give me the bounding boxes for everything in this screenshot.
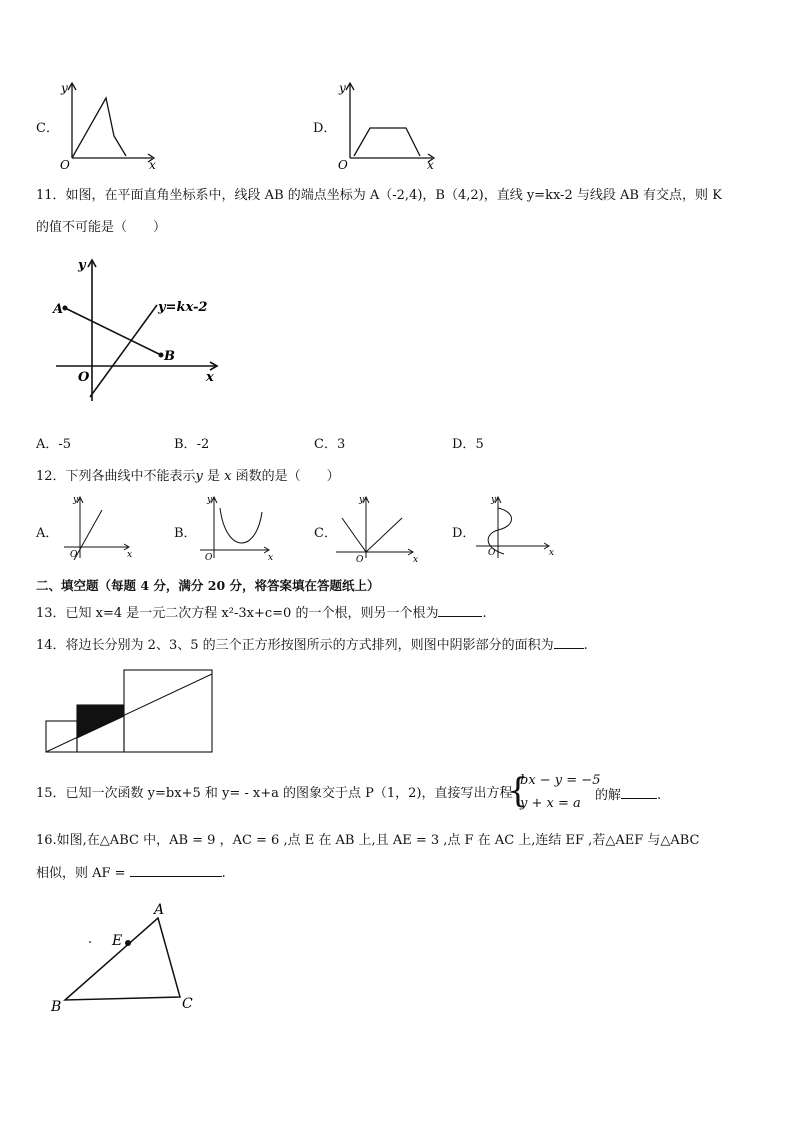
svg-text:y: y (73, 495, 79, 505)
label-a: A (154, 902, 165, 918)
triangle-abc (65, 918, 180, 1000)
y-axis-label: y (61, 81, 68, 95)
q13-answer-blank (438, 604, 482, 617)
option-value: 5 (475, 437, 484, 452)
svg-text:x: x (127, 550, 133, 560)
q10-option-d-graph (336, 78, 446, 173)
label-x: x (206, 370, 214, 385)
svg-text:O: O (356, 555, 364, 565)
option-letter: C． (314, 437, 337, 452)
label-b: B (51, 999, 62, 1015)
x-axis-label: x (427, 158, 434, 172)
svg-text:O: O (70, 550, 78, 560)
q12-option-b-label: B． (174, 526, 197, 541)
square-side-5 (124, 670, 212, 752)
graph-abs (342, 518, 402, 552)
y-axis-label: y (339, 81, 346, 95)
q16-period: . (221, 866, 226, 881)
svg-text:y: y (359, 495, 365, 505)
q12-option-a-label: A． (36, 526, 59, 541)
square-side-2 (46, 721, 77, 752)
q10-option-c-label: C． (36, 121, 59, 136)
q12-option-c-graph (334, 494, 424, 565)
q16-answer-blank (130, 864, 222, 877)
label-a: A (53, 302, 64, 317)
q15-period: . (657, 788, 662, 803)
graph-line (74, 510, 102, 560)
q11-option-c (314, 437, 345, 453)
q11-text-line2: 的值不可能是（ ） (36, 220, 167, 235)
diagonal-line (46, 674, 212, 752)
q10-option-d-label: D． (313, 121, 337, 136)
q16-text-line1: 16.如图,在△ABC 中，AB = 9 ，AC = 6 ,点 E 在 AB 上,且 AE = 3 ,点 F 在 AC 上,连结 EF ,若△AEF 与△ABC (36, 833, 700, 848)
section-heading: 二、填空题（每题 4 分，满分 20 分，将答案填在答题纸上） (36, 578, 380, 593)
stray-dot (89, 941, 91, 943)
q15-text-pre: 15．已知一次函数 y=bx+5 和 y= - x+a 的图象交于点 P（1，2)，直接写出方程 (36, 786, 513, 801)
shaded-region (77, 705, 124, 738)
origin-label: O (60, 158, 70, 172)
point-e (125, 940, 131, 946)
q12-option-d-label: D． (452, 526, 476, 541)
q11-text-line1: 11．如图，在平面直角坐标系中，线段 AB 的端点坐标为 A（-2,4)，B（4,2)，直线 y=kx-2 与线段 AB 有交点，则 K (36, 188, 722, 203)
graph-curve (354, 128, 420, 156)
label-b: B (164, 349, 175, 364)
q14-squares-figure (45, 669, 217, 753)
q13 (36, 604, 487, 622)
graph-curve (72, 98, 126, 158)
option-letter: A． (36, 437, 59, 452)
label-y: y (78, 258, 86, 273)
x-axis-label: x (149, 158, 156, 172)
q11-option-a (36, 437, 71, 453)
segment-ab (65, 308, 161, 355)
option-value: 3 (336, 437, 346, 452)
q14-period: . (583, 638, 588, 653)
q12-option-b-graph (198, 494, 278, 562)
q13-period: . (482, 606, 487, 621)
q14-answer-blank (554, 636, 584, 649)
label-e: E (112, 933, 123, 949)
q14 (36, 636, 588, 654)
origin-label: O (338, 158, 348, 172)
q12-var-x: x (224, 469, 232, 484)
q12-option-d-graph (474, 494, 564, 562)
svg-text:y: y (491, 495, 497, 505)
svg-text:O: O (488, 548, 496, 558)
label-c: C (182, 996, 193, 1012)
option-value: -2 (196, 437, 210, 452)
q15-tail (595, 786, 661, 804)
q11-option-b (174, 437, 209, 453)
q16-text-line2 (36, 864, 226, 882)
q12-text-mid: 是 (202, 469, 225, 484)
q15-answer-blank (621, 786, 657, 799)
q12-text-pre: 12．下列各曲线中不能表示 (36, 469, 196, 484)
q12-var-y: y (195, 469, 203, 484)
point-a (63, 306, 68, 311)
graph-parabola (220, 508, 262, 543)
svg-text:y: y (207, 495, 213, 505)
q15-equation-1: bx − y = −5 (520, 773, 601, 788)
q12-option-a-graph (62, 494, 142, 562)
option-value: -5 (58, 437, 72, 452)
q11-figure (50, 255, 225, 405)
q12-option-c-label: C． (314, 526, 337, 541)
q15-equation-2: y + x = a (520, 796, 581, 811)
line-y-kx-2 (90, 305, 157, 397)
q13-text: 13．已知 x=4 是一元二次方程 x²-3x+c=0 的一个根，则另一个根为 (36, 606, 439, 621)
q15-text-post: 的解 (595, 788, 622, 803)
option-letter: B． (174, 437, 197, 452)
q16-text-line2-pre: 相似，则 AF = (36, 866, 126, 881)
system-brace: { (507, 771, 529, 811)
line-label: y=kx-2 (158, 300, 208, 315)
svg-text:x: x (549, 548, 555, 558)
q14-text: 14．将边长分别为 2、3、5 的三个正方形按图所示的方式排列，则图中阴影部分的面积为 (36, 638, 554, 653)
q11-option-d (452, 437, 484, 453)
svg-text:x: x (268, 553, 274, 563)
q12-text (36, 469, 340, 485)
q16-triangle-figure (48, 900, 208, 1015)
option-letter: D． (452, 437, 476, 452)
q12-text-post: 函数的是（ ） (231, 469, 340, 484)
point-b (159, 353, 164, 358)
label-o: O (78, 370, 90, 385)
svg-text:O: O (205, 553, 213, 563)
svg-text:x: x (413, 555, 419, 565)
q10-option-c-graph (58, 78, 168, 173)
